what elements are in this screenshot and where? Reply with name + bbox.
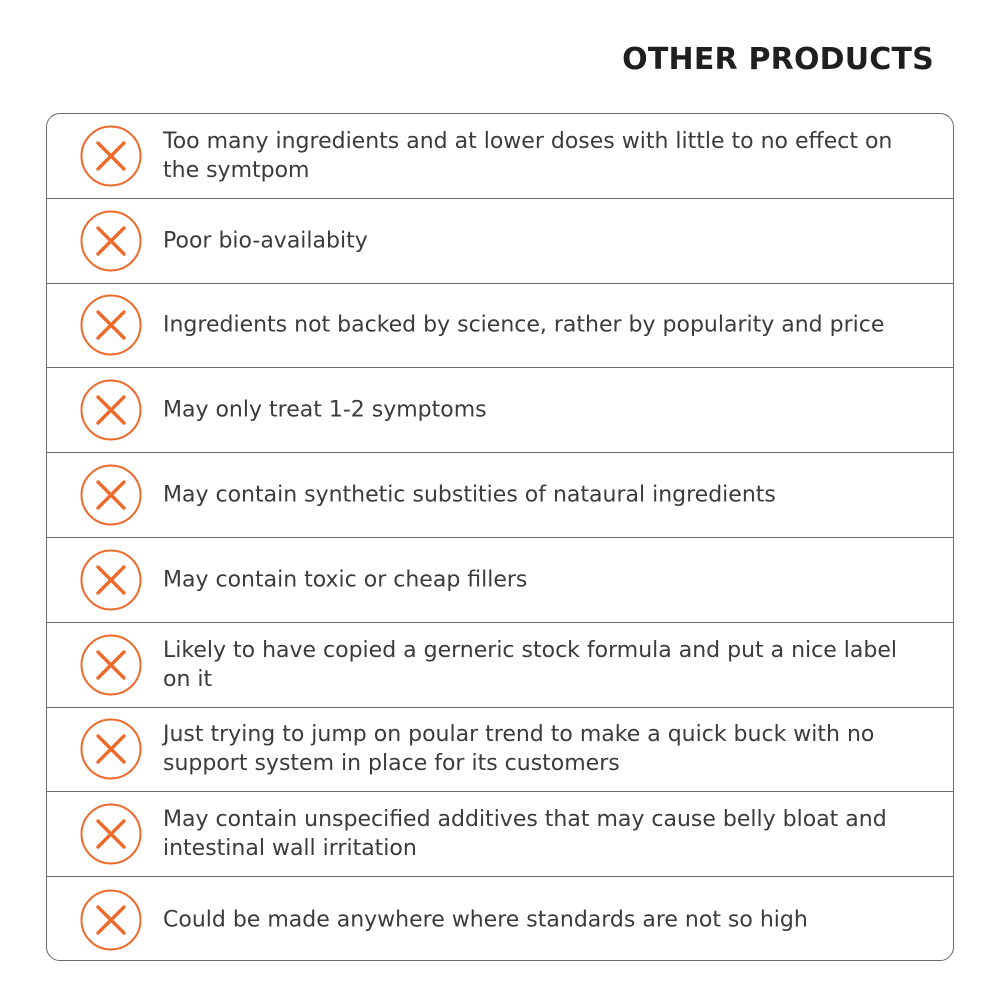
- list-item: [47, 792, 953, 877]
- list-item-text: Likely to have copied a gerneric stock formula and put a nice label on it: [163, 637, 897, 692]
- list-item-text: May contain toxic or cheap fillers: [163, 567, 528, 593]
- section-heading: OTHER PRODUCTS: [622, 42, 934, 77]
- list-item: [47, 877, 953, 961]
- x-circle-icon: [80, 125, 142, 187]
- list-item-text: May contain unspecified additives that may cause belly bloat and intestinal wall irritation: [163, 807, 887, 862]
- list-item-text: May only treat 1-2 symptoms: [163, 397, 487, 423]
- list-item: [47, 284, 953, 369]
- list-item-text: Just trying to jump on poular trend to make a quick buck with no support system in place for its customers: [163, 722, 875, 777]
- list-item-text: Ingredients not backed by science, rather by popularity and price: [163, 312, 885, 338]
- x-circle-icon: [80, 889, 142, 951]
- list-item: [47, 114, 953, 199]
- list-item: [47, 538, 953, 623]
- list-item: [47, 623, 953, 708]
- list-item-text: May contain synthetic substities of nataural ingredients: [163, 482, 776, 508]
- list-item: [47, 453, 953, 538]
- list-item-text: Too many ingredients and at lower doses with little to no effect on the symtpom: [163, 128, 893, 183]
- x-circle-icon: [80, 210, 142, 272]
- list-item-text: Poor bio-availabity: [163, 228, 368, 254]
- x-circle-icon: [80, 718, 142, 780]
- list-item: [47, 708, 953, 793]
- x-circle-icon: [80, 549, 142, 611]
- comparison-list: [46, 113, 954, 961]
- x-circle-icon: [80, 634, 142, 696]
- x-circle-icon: [80, 294, 142, 356]
- list-item-text: Could be made anywhere where standards are not so high: [163, 907, 808, 933]
- list-item: [47, 199, 953, 284]
- x-circle-icon: [80, 464, 142, 526]
- x-circle-icon: [80, 379, 142, 441]
- x-circle-icon: [80, 803, 142, 865]
- list-item: [47, 368, 953, 453]
